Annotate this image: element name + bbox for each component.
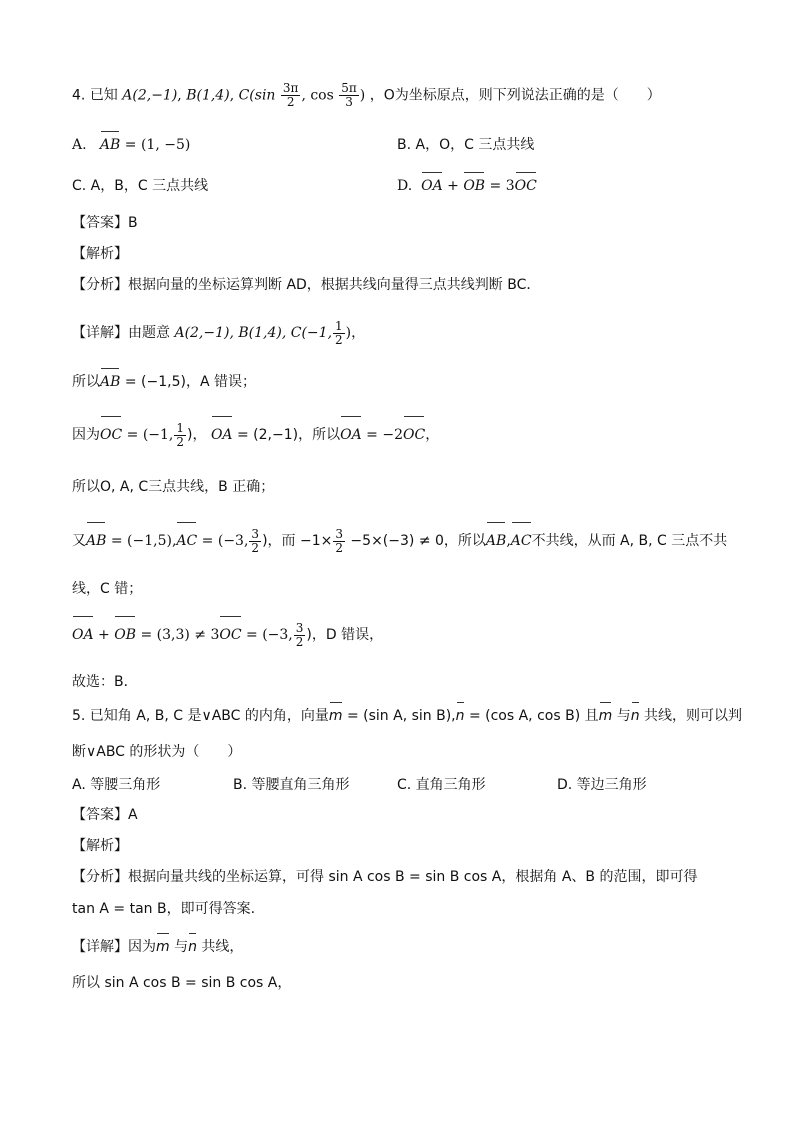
- q4-option-c: C. A，B，C 三点共线: [72, 178, 209, 194]
- vector-m: m: [156, 939, 170, 955]
- vector-n: n: [455, 708, 465, 724]
- vector-oc: OC: [219, 620, 241, 650]
- vector-ab: AB: [100, 374, 121, 390]
- q4-stem: 4. 已知 A(2,−1), B(1,4), C(sin $\frac{3\pi}{2}$ , cos $\frac{5\pi}{3}$ ) ，O为坐标原点，则下列说法正确的是（ ）: [72, 81, 661, 109]
- q4-stem-text: 已知: [89, 87, 118, 104]
- q5-option-b: B. 等腰直角三角形: [233, 777, 350, 793]
- q4-point-b: B(1,4): [186, 87, 230, 104]
- q4-cos: , cos: [301, 87, 334, 104]
- frac-3-2: $\frac{3}{2}$: [335, 526, 343, 555]
- option-label: A.: [72, 137, 87, 153]
- vector-ac: AC: [176, 526, 197, 556]
- q4-answer: 【答案】B: [72, 215, 138, 231]
- q4-step-5: 线，C 错；: [72, 581, 143, 597]
- q4-option-b: B. A，O，C 三点共线: [397, 137, 535, 153]
- q5-analysis-title: 【解析】: [72, 838, 128, 854]
- frac-1-2: $\frac{1}{2}$: [335, 318, 343, 347]
- q4-step-6: OA + OB = (3,3) ≠ 3OC = (−3, $\frac{3}{2}$ )，D 错误，: [72, 620, 384, 649]
- frac-3-2: $\frac{3}{2}$: [251, 526, 260, 555]
- q4-choose: 故选：B．: [72, 674, 138, 690]
- vector-oa: OA: [340, 420, 362, 450]
- vector-ob: OB: [463, 178, 486, 194]
- q4-frac-5pi-3: $\frac{5\pi}{3}$: [341, 81, 357, 109]
- vector-ab: AB: [486, 526, 506, 556]
- q5-analysis-fenxi-1: 【分析】根据向量共线的坐标运算，可得 sin A cos B = sin B cos A，根据角 A、B 的范围，即可得: [72, 869, 698, 885]
- q4-step-2: 因为OC = (−1, $\frac{1}{2}$ )， OA = (2,−1)，所以OA = −2OC，: [72, 420, 440, 449]
- vector-oc: OC: [100, 420, 122, 450]
- vector-ab: AB: [99, 137, 121, 153]
- vector-ab: AB: [86, 526, 106, 556]
- detail-label: 【详解】由题意: [72, 325, 170, 341]
- q4-point-c: C(sin: [238, 87, 276, 104]
- q4-number: 4.: [72, 87, 86, 104]
- frac-1-2: $\frac{1}{2}$: [176, 420, 185, 449]
- vector-oa: OA: [211, 420, 233, 450]
- vector-oc: OC: [403, 420, 425, 450]
- vector-n: n: [188, 939, 197, 955]
- q4-point-a: A(2,−1): [122, 87, 178, 104]
- q4-option-a: [72, 135, 190, 155]
- q5-answer: 【答案】A: [72, 807, 138, 823]
- q4-option-d: D. OA + OB = 3OC: [397, 178, 537, 194]
- q5-stem-line-1: 5. 已知角 A, B, C 是∨ABC 的内角，向量m = (sin A, sin B),n = (cos A, cos B) 且m 与n 共线，则可以判: [72, 708, 743, 724]
- vector-ob: OB: [114, 620, 136, 650]
- q4-frac-3pi-2: $\frac{3\pi}{2}$: [282, 81, 299, 109]
- q4-step-3: 所以O, A, C三点共线，B 正确；: [72, 479, 275, 495]
- vector-oc: OC: [514, 178, 537, 194]
- vector-ac: AC: [511, 526, 532, 556]
- q4-step-1: 所以AB = (−1,5)，A 错误；: [72, 374, 256, 390]
- q4-step-4: 又AB = (−1,5),AC = (−3, $\frac{3}{2}$ )，而 −1× $\frac{3}{2}$ −5×(−3) ≠ 0，所以AB,AC不共线，从而 A, B, C 三点不共: [72, 526, 728, 555]
- q5-analysis-fenxi-2: tan A = tan B，即可得答案.: [72, 901, 256, 917]
- q5-option-d: D. 等边三角形: [557, 777, 647, 793]
- option-a-value: = (1, −5): [124, 137, 191, 153]
- option-label: D.: [397, 178, 413, 194]
- frac-3-2: $\frac{3}{2}$: [295, 620, 304, 649]
- q4-stem-text-2: ，O为坐标原点，则下列说法正确的是（ ）: [369, 87, 661, 104]
- q4-analysis-title: 【解析】: [72, 246, 128, 262]
- q4-analysis-fenxi: 【分析】根据向量的坐标运算判断 AD，根据共线向量得三点共线判断 BC．: [72, 277, 541, 293]
- vector-oa: OA: [72, 620, 94, 650]
- detail-points: A(2,−1), B(1,4), C(−1,: [174, 325, 333, 341]
- q4-detail: 【详解】由题意 A(2,−1), B(1,4), C(−1, $\frac{1}{2}$ )，: [72, 318, 366, 347]
- vector-m: m: [598, 708, 613, 724]
- q5-last-line: 所以 sin A cos B = sin B cos A，: [72, 975, 292, 991]
- vector-oa: OA: [421, 178, 443, 194]
- q5-option-c: C. 直角三角形: [397, 777, 486, 793]
- q5-option-a: A. 等腰三角形: [72, 777, 161, 793]
- vector-m: m: [328, 708, 343, 724]
- q5-stem-line-2: 断∨ABC 的形状为（ ）: [72, 744, 242, 760]
- q4-close: ): [359, 87, 366, 104]
- vector-n: n: [630, 708, 640, 724]
- q5-detail: 【详解】因为m 与n 共线，: [72, 939, 244, 955]
